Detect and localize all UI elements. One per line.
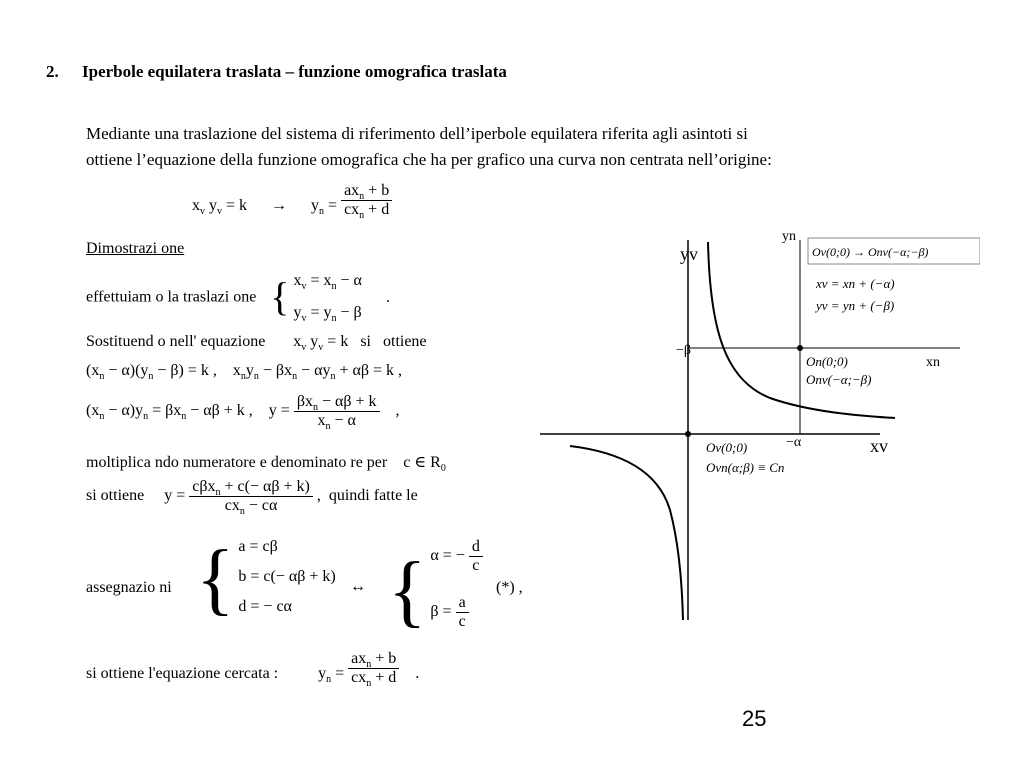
hyperbola-graph <box>540 220 980 620</box>
assignments-system-right: { α = − $\frac{d}{c}$ β = $\frac{a}{c}$ <box>388 538 483 631</box>
yv-label: yv <box>680 244 698 264</box>
intro-paragraph <box>86 121 772 173</box>
translation-box-text: Ov(0;0) → Onv(−α;−β) <box>812 245 929 259</box>
expansion-line: $(x_n - \alpha)(y_n - \beta) = k$ , $x_ny_n - \beta x_n - \alpha y_n + \alpha\beta = k$ , <box>86 362 403 382</box>
yn-label: yn <box>782 229 796 244</box>
cercata-label: si ottiene l'equazione cercata : <box>86 665 279 683</box>
star-label: (*) , <box>496 579 523 596</box>
page-number: 25 <box>742 706 767 731</box>
origin-v-point <box>685 431 691 437</box>
section-heading <box>46 62 507 82</box>
assignments-label: assegnazio ni <box>86 579 172 596</box>
final-equation-line: si ottiene l'equazione cercata : $y_n$ = $\frac{ax_n + b}{cx_n + d}$ . <box>86 650 420 689</box>
assignments-system-left: { a = cβ b = c(− αβ + k) d = − cα <box>196 535 336 623</box>
translation-line: effettuiam o la traslazi one { $x_v = x_n - \alpha$ $y_v = y_n - \beta$ . <box>86 272 390 324</box>
translation-label: effettuiam o la traslazi one <box>86 288 257 306</box>
ovn-label: Ovn(α;β) ≡ Cn <box>706 460 785 475</box>
section-number: 2. <box>46 62 59 81</box>
substitution-label: Sostituend o nell' equazione <box>86 333 266 350</box>
multiply-label: moltiplica ndo numeratore e denominato re per <box>86 454 388 471</box>
ov-label: Ov(0;0) <box>706 440 748 455</box>
quindi-label: quindi fatte le <box>328 487 418 505</box>
solved-y-line: $(x_n - \alpha)y_n = \beta x_n - \alpha\beta + k$ , y = $\frac{\beta x_n - \alpha\beta + k}{x_n - \alpha}$ , <box>86 393 400 432</box>
substitution-line: Sostituend o nell' equazione $x_v$ $y_v = k$ si ottiene <box>86 333 427 353</box>
system-eq-1: xv = xn + (−α) <box>816 276 895 291</box>
onv-label: Onv(−α;−β) <box>806 372 872 387</box>
hyperbola-lower-branch <box>570 446 683 620</box>
multiply-line: moltiplica ndo numeratore e denominato re per c ∈ $R_0$ <box>86 454 446 474</box>
proof-label: Dimostrazi one <box>86 240 185 257</box>
xv-label: xv <box>870 436 888 456</box>
intro-line-1: Mediante una traslazione del sistema di riferimento dell’iperbole equilatera riferita agli asintoti si <box>86 124 748 143</box>
minus-beta-label: −β <box>676 343 692 358</box>
section-title: Iperbole equilatera traslata – funzione omografica traslata <box>82 62 507 81</box>
system-eq-2: yv = yn + (−β) <box>816 298 895 313</box>
minus-alpha-label: −α <box>786 435 802 450</box>
intro-line-2: ottiene l’equazione della funzione omografica che ha per grafico una curva non centrata nell’origine: <box>86 150 772 169</box>
equivalence-arrow: ↔ <box>350 578 366 595</box>
assignments-block <box>86 543 172 596</box>
on-label: On(0;0) <box>806 354 848 369</box>
si-ottiene-label: si ottiene <box>86 487 145 505</box>
xn-label: xn <box>926 355 940 370</box>
result-y-line: si ottiene y = $\frac{c\beta x_n + c(- \alpha\beta + k)}{cx_n - c\alpha}$ , quindi fatte le <box>86 478 418 517</box>
hyperbola-upper-branch <box>708 242 895 418</box>
main-equation: $x_v$ $y_v = k$ → $y_n$ = $\frac{ax_n + b}{cx_n + d}$ <box>192 182 392 219</box>
origin-n-point <box>797 345 803 351</box>
